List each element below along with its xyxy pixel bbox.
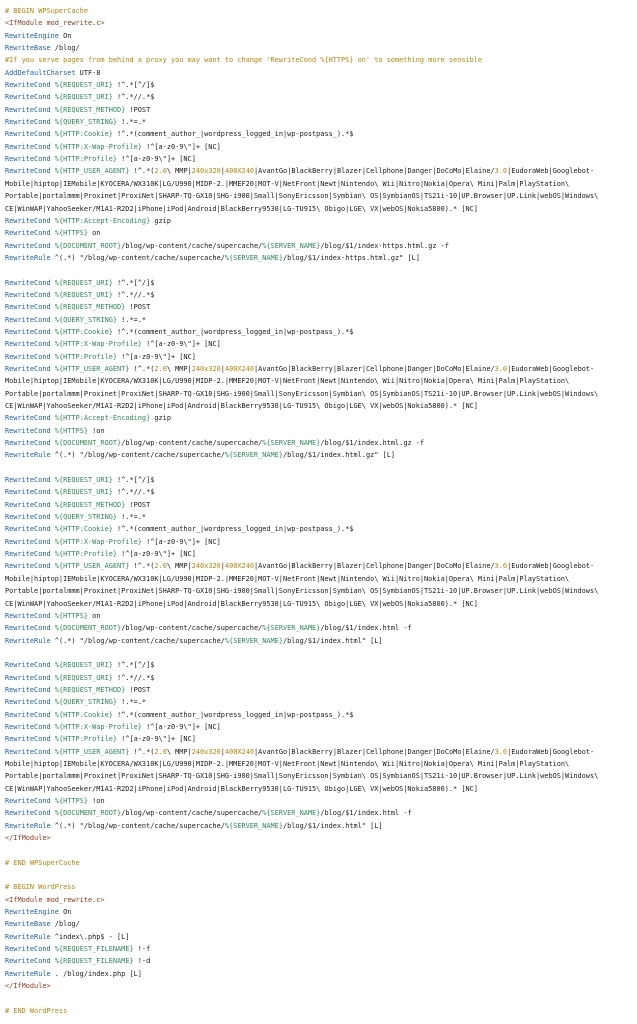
code-line: RewriteCond %{REQUEST_URI} !^.*//.*$ (5, 673, 155, 682)
code-line: RewriteCond %{HTTP:X-Wap-Profile} !^[a-z0-9\"]+ [NC] (5, 340, 221, 349)
code-line: RewriteCond %{REQUEST_URI} !^.*//.*$ (5, 290, 155, 299)
code-line: RewriteCond %{REQUEST_URI} !^.*[^/]$ (5, 278, 155, 287)
blank-line (5, 844, 633, 856)
code-line: # END WPSuperCache (5, 858, 80, 867)
htaccess-code-listing (5, 5, 633, 1017)
code-line: RewriteCond %{HTTP:Cookie} !^.*(comment_author_|wordpress_logged_in|wp-postpass_).*$ (5, 710, 354, 719)
code-line: # BEGIN WPSuperCache (5, 7, 88, 15)
code-line: RewriteCond %{REQUEST_METHOD} !POST (5, 685, 151, 694)
code-line: CE|WinWAP|YahooSeeker/M1A1-R2D2|iPhone|iPod|Android|BlackBerry9530|LG-TU915\ Obigo|LGE\ VX|webOS|Nokia5800).* [NC] (5, 599, 478, 608)
blank-line (5, 462, 633, 474)
code-line: RewriteCond %{REQUEST_METHOD} !POST (5, 500, 151, 509)
code-line: AddDefaultCharset UTF-8 (5, 68, 101, 77)
code-line: RewriteRule ^(.*) "/blog/wp-content/cache/supercache/%{SERVER_NAME}/blog/$1/index-https.html.gz" [L] (5, 253, 420, 262)
code-line: RewriteCond %{DOCUMENT_ROOT}/blog/wp-content/cache/supercache/%{SERVER_NAME}/blog/$1/index.html -f (5, 809, 412, 818)
code-line: RewriteCond %{HTTP_USER_AGENT} !^.*(2.0\ MMP|240x320|400X240|AvantGo|BlackBerry|Blazer|Cellphone|Danger|DoCoMo|Elaine/3.0|EudoraWeb|Googlebot- (5, 747, 595, 756)
code-line: Mobile|hiptop|IEMobile|KYOCERA/WX310K|LG/U990|MIDP-2.|MMEF20|MOT-V|NetFront|Newt|Nintendo\ Wii|Nitro|Nokia|Opera\ Mini|Palm|PlayStation\ (5, 574, 570, 583)
code-line: RewriteCond %{HTTP:X-Wap-Profile} !^[a-z0-9\"]+ [NC] (5, 537, 221, 546)
code-line: RewriteCond %{HTTP:Profile} !^[a-z0-9\"]+ [NC] (5, 155, 196, 164)
code-line: Mobile|hiptop|IEMobile|KYOCERA/WX310K|LG/U990|MIDP-2.|MMEF20|MOT-V|NetFront|Newt|Nintendo\ Wii|Nitro|Nokia|Opera\ Mini|Palm|PlayStation\ (5, 377, 570, 386)
blank-line (5, 993, 633, 1005)
code-line: RewriteCond %{HTTP:X-Wap-Profile} !^[a-z0-9\"]+ [NC] (5, 142, 221, 151)
code-line: RewriteRule ^(.*) "/blog/wp-content/cache/supercache/%{SERVER_NAME}/blog/$1/index.html" [L] (5, 821, 383, 830)
code-line: RewriteCond %{REQUEST_METHOD} !POST (5, 303, 151, 312)
code-line: # END WordPress (5, 1006, 68, 1015)
code-line: RewriteCond %{HTTP:Profile} !^[a-z0-9\"]+ [NC] (5, 352, 196, 361)
code-line: RewriteCond %{HTTPS} !on (5, 426, 105, 435)
code-line: RewriteCond %{HTTP:Accept-Encoding} gzip (5, 216, 171, 225)
code-line: CE|WinWAP|YahooSeeker/M1A1-R2D2|iPhone|iPod|Android|BlackBerry9530|LG-TU915\ Obigo|LGE\ VX|webOS|Nokia5800).* [NC] (5, 204, 478, 213)
code-line: RewriteCond %{HTTP:Cookie} !^.*(comment_author_|wordpress_logged_in|wp-postpass_).*$ (5, 130, 354, 139)
code-line: RewriteEngine On (5, 908, 72, 917)
code-line: RewriteCond %{HTTPS} on (5, 611, 101, 620)
code-line: RewriteCond %{REQUEST_URI} !^.*[^/]$ (5, 476, 155, 485)
code-line: Portable|portalmmm|Proxinet|ProxiNet|SHARP-TQ-GX10|SHG-i900|Small|SonyEricsson|Symbian\ OS|SymbianOS|TS21i-10|UP.Browser|UP.Link|webOS|Windows\ (5, 389, 599, 398)
code-line: </IfModule> (5, 982, 51, 991)
code-line: RewriteCond %{HTTP:Accept-Encoding} gzip (5, 414, 171, 423)
code-line: RewriteCond %{REQUEST_URI} !^.*//.*$ (5, 488, 155, 497)
code-line: <IfModule mod_rewrite.c> (5, 895, 105, 904)
code-line: RewriteCond %{DOCUMENT_ROOT}/blog/wp-content/cache/supercache/%{SERVER_NAME}/blog/$1/index.html -f (5, 624, 412, 633)
code-line: RewriteCond %{HTTP:Cookie} !^.*(comment_author_|wordpress_logged_in|wp-postpass_).*$ (5, 525, 354, 534)
code-line: RewriteCond %{HTTP_USER_AGENT} !^.*(2.0\ MMP|240x320|400X240|AvantGo|BlackBerry|Blazer|Cellphone|Danger|DoCoMo|Elaine/3.0|EudoraWeb|Googlebot- (5, 167, 595, 176)
code-line: RewriteCond %{HTTP:Cookie} !^.*(comment_author_|wordpress_logged_in|wp-postpass_).*$ (5, 327, 354, 336)
code-line: CE|WinWAP|YahooSeeker/M1A1-R2D2|iPhone|iPod|Android|BlackBerry9530|LG-TU915\ Obigo|LGE\ VX|webOS|Nokia5800).* [NC] (5, 784, 478, 793)
code-line: RewriteBase /blog/ (5, 44, 80, 53)
code-line: RewriteCond %{HTTP:Profile} !^[a-z0-9\"]+ [NC] (5, 735, 196, 744)
code-line: RewriteRule ^(.*) "/blog/wp-content/cache/supercache/%{SERVER_NAME}/blog/$1/index.html.gz" [L] (5, 451, 395, 460)
code-line: RewriteCond %{REQUEST_FILENAME} !-d (5, 957, 151, 966)
code-line: RewriteCond %{HTTP:X-Wap-Profile} !^[a-z0-9\"]+ [NC] (5, 722, 221, 731)
code-line: </IfModule> (5, 834, 51, 843)
code-line: Mobile|hiptop|IEMobile|KYOCERA/WX310K|LG/U990|MIDP-2.|MMEF20|MOT-V|NetFront|Newt|Nintendo\ Wii|Nitro|Nokia|Opera\ Mini|Palm|PlayStation\ (5, 179, 570, 188)
code-line: Mobile|hiptop|IEMobile|KYOCERA/WX310K|LG/U990|MIDP-2.|MMEF20|MOT-V|NetFront|Newt|Nintendo\ Wii|Nitro|Nokia|Opera\ Mini|Palm|PlayStation\ (5, 759, 570, 768)
code-line: RewriteCond %{QUERY_STRING} !.*=.* (5, 118, 147, 127)
code-line: RewriteBase /blog/ (5, 920, 80, 929)
code-line: CE|WinWAP|YahooSeeker/M1A1-R2D2|iPhone|iPod|Android|BlackBerry9530|LG-TU915\ Obigo|LGE\ VX|webOS|Nokia5800).* [NC] (5, 402, 478, 410)
code-line: RewriteCond %{HTTP_USER_AGENT} !^.*(2.0\ MMP|240x320|400X240|AvantGo|BlackBerry|Blazer|Cellphone|Danger|DoCoMo|Elaine/3.0|EudoraWeb|Googlebot- (5, 562, 595, 571)
code-line: RewriteCond %{HTTPS} on (5, 229, 101, 238)
code-line: Portable|portalmmm|Proxinet|ProxiNet|SHARP-TQ-GX10|SHG-i900|Small|SonyEricsson|Symbian\ OS|SymbianOS|TS21i-10|UP.Browser|UP.Link|webOS|Windows\ (5, 192, 599, 201)
blank-line (5, 869, 633, 881)
code-line: RewriteCond %{HTTPS} !on (5, 797, 105, 805)
code-line: RewriteCond %{QUERY_STRING} !.*=.* (5, 698, 147, 707)
code-line: Portable|portalmmm|Proxinet|ProxiNet|SHARP-TQ-GX10|SHG-i900|Small|SonyEricsson|Symbian\ OS|SymbianOS|TS21i-10|UP.Browser|UP.Link|webOS|Windows\ (5, 772, 599, 781)
code-line: Portable|portalmmm|Proxinet|ProxiNet|SHARP-TQ-GX10|SHG-i900|Small|SonyEricsson|Symbian\ OS|SymbianOS|TS21i-10|UP.Browser|UP.Link|webOS|Windows\ (5, 587, 599, 596)
blank-line (5, 647, 633, 659)
code-line: RewriteCond %{DOCUMENT_ROOT}/blog/wp-content/cache/supercache/%{SERVER_NAME}/blog/$1/index-https.html.gz -f (5, 241, 449, 250)
code-line: # BEGIN WordPress (5, 883, 76, 892)
code-line: RewriteCond %{HTTP_USER_AGENT} !^.*(2.0\ MMP|240x320|400X240|AvantGo|BlackBerry|Blazer|Cellphone|Danger|DoCoMo|Elaine/3.0|EudoraWeb|Googlebot- (5, 364, 595, 373)
code-line: RewriteCond %{REQUEST_METHOD} !POST (5, 105, 151, 114)
code-line: RewriteRule ^index\.php$ - [L] (5, 932, 130, 941)
code-line: RewriteCond %{QUERY_STRING} !.*=.* (5, 513, 147, 522)
code-line: RewriteCond %{REQUEST_URI} !^.*[^/]$ (5, 81, 155, 90)
code-line: RewriteCond %{HTTP:Profile} !^[a-z0-9\"]+ [NC] (5, 550, 196, 559)
blank-line (5, 264, 633, 276)
code-line: RewriteRule . /blog/index.php [L] (5, 969, 142, 978)
code-line: RewriteEngine On (5, 31, 72, 40)
code-line: RewriteCond %{DOCUMENT_ROOT}/blog/wp-content/cache/supercache/%{SERVER_NAME}/blog/$1/index.html.gz -f (5, 439, 425, 448)
code-line: RewriteCond %{REQUEST_URI} !^.*[^/]$ (5, 661, 155, 670)
code-line: RewriteRule ^(.*) "/blog/wp-content/cache/supercache/%{SERVER_NAME}/blog/$1/index.html" [L] (5, 636, 383, 645)
code-line: RewriteCond %{REQUEST_FILENAME} !-f (5, 945, 151, 954)
code-line: <IfModule mod_rewrite.c> (5, 19, 105, 28)
code-line: RewriteCond %{QUERY_STRING} !.*=.* (5, 315, 147, 324)
code-line: #If you serve pages from behind a proxy you may want to change 'RewriteCond %{HTTPS} on' to something more sensible (5, 56, 483, 65)
code-line: RewriteCond %{REQUEST_URI} !^.*//.*$ (5, 93, 155, 102)
